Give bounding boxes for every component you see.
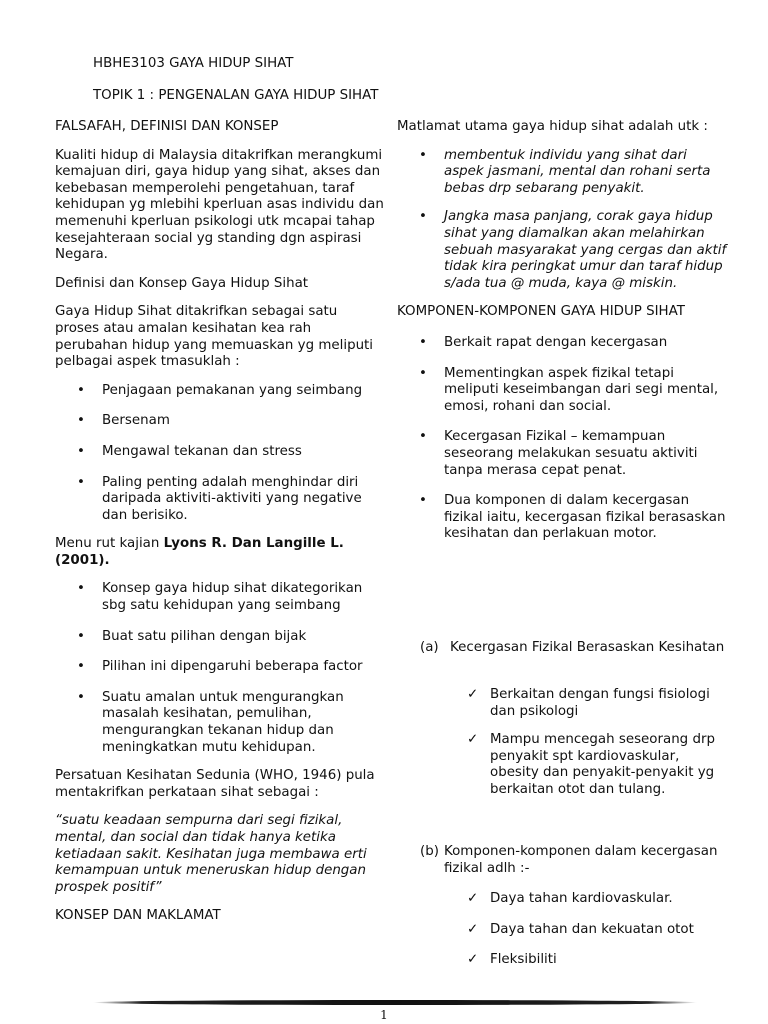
list-item: ✓ Fleksibiliti (467, 952, 557, 968)
checkmark-icon: ✓ (467, 732, 479, 748)
bullet-icon: • (77, 443, 85, 459)
section-heading-konsep: KONSEP DAN MAKLAMAT (55, 908, 221, 924)
bullet-icon: • (77, 413, 85, 429)
list-item: • Buat satu pilihan dengan bijak (77, 628, 307, 644)
left-column (55, 119, 385, 925)
bullet-icon: • (77, 474, 85, 490)
list-item: • Penjagaan pemakanan yang seimbang (77, 382, 363, 398)
topic-title: TOPIK 1 : PENGENALAN GAYA HIDUP SIHAT (93, 88, 379, 103)
list-item: • Jangka masa panjang, corak gaya hidup sihat yang diamalkan akan melahirkan sebuah masyarakat yang cergas dan aktif tidak kira peringkat umur dan taraf hidup s/ada tua @ muda, kaya @ miskin. (419, 209, 727, 291)
section-heading-falsafah: FALSAFAH, DEFINISI DAN KONSEP (55, 119, 279, 134)
page-number: 1 (380, 1008, 388, 1022)
list-item: • Bersenam (77, 413, 170, 429)
list-item: • Berkait rapat dengan kecergasan (419, 334, 668, 350)
subsection-a-list (420, 687, 730, 799)
course-title: HBHE3103 GAYA HIDUP SIHAT (93, 56, 294, 71)
who-quote: “suatu keadaan sempurna dari segi fizikal, mental, dan social dan tidak hanya ketika ketiadaan sakit. Kesihatan juga membawa erti kemampuan untuk meneruskan hidup dengan prospek positif” (55, 813, 367, 895)
list-item: • Suatu amalan untuk mengurangkan masalah kesihatan, pemulihan, mengurangkan tekanan hidup dan meningkatkan mutu kehidupan. (77, 689, 344, 755)
bullet-icon: • (419, 209, 427, 225)
list-item: ✓ Berkaitan dengan fungsi fisiologi dan psikologi (467, 687, 710, 719)
bullet-icon: • (77, 689, 85, 705)
components-list (397, 335, 727, 543)
bullet-icon: • (77, 382, 85, 398)
list-item: • Dua komponen di dalam kecergasan fizikal iaitu, kecergasan fizikal berasaskan kesihatan dan perlakuan motor. (419, 493, 726, 542)
definition-paragraph: Gaya Hidup Sihat ditakrifkan sebagai satu proses atau amalan kesihatan kea rah perubahan hidup yang memuaskan yg meliputi pelbagai aspek tmasuklah : (55, 304, 374, 370)
section-heading-komponen: KOMPONEN-KOMPONEN GAYA HIDUP SIHAT (397, 304, 685, 320)
bullet-icon: • (419, 365, 427, 381)
subsection-a-title: (a) Kecergasan Fizikal Berasaskan Kesihatan (420, 640, 725, 655)
checkmark-icon: ✓ (467, 891, 479, 906)
list-item: • Mementingkan aspek fizikal tetapi meliputi keseimbangan dari segi mental, emosi, rohani dan social. (419, 365, 719, 414)
subsection-b-list (420, 891, 730, 969)
bullet-icon: • (77, 659, 85, 675)
citation-line: Menu rut kajian Lyons R. Dan Langille L. (2001). (55, 536, 344, 568)
goals-list (397, 148, 727, 293)
list-item: • Konsep gaya hidup sihat dikategorikan sbg satu kehidupan yang seimbang (77, 581, 363, 614)
lifestyle-aspects-list (55, 383, 385, 525)
list-item: • Mengawal tekanan dan stress (77, 443, 302, 459)
right-column (397, 119, 727, 543)
list-item: • Paling penting adalah menghindar diri daripada aktiviti-aktiviti yang negative dan berisiko. (77, 474, 362, 523)
checkmark-icon: ✓ (467, 952, 479, 968)
footer-divider (93, 1000, 697, 1005)
list-item: ✓ Daya tahan dan kekuatan otot (467, 921, 694, 937)
section-heading-definisi: Definisi dan Konsep Gaya Hidup Sihat (55, 275, 309, 291)
subsection-a (420, 640, 730, 657)
list-item: • Pilihan ini dipengaruhi beberapa factor (77, 659, 363, 675)
list-item: ✓ Mampu mencegah seseorang drp penyakit spt kardiovaskular, obesity dan penyakit-penyakit yg berkaitan otot dan tulang. (467, 732, 715, 797)
bullet-icon: • (419, 429, 427, 445)
bullet-icon: • (77, 581, 85, 597)
subsection-b (420, 844, 730, 877)
list-item: ✓ Daya tahan kardiovaskular. (467, 891, 673, 906)
who-paragraph: Persatuan Kesihatan Sedunia (WHO, 1946) pula mentakrifkan perkataan sihat sebagai : (55, 768, 375, 800)
bullet-icon: • (77, 628, 85, 644)
goals-intro: Matlamat utama gaya hidup sihat adalah utk : (397, 119, 708, 134)
checkmark-icon: ✓ (467, 921, 479, 937)
list-item: • Kecergasan Fizikal – kemampuan seseorang melakukan sesuatu aktiviti tanpa merasa cepat penat. (419, 429, 698, 478)
quality-of-life-paragraph: Kualiti hidup di Malaysia ditakrifkan merangkumi kemajuan diri, gaya hidup yang sihat, akses dan kebebasan memperolehi pengetahuan, taraf kehidupan yg mlebihi kperluan asas individu dan memenuhi kperluan psikologi utk mcapai tahap kesejahteraan social yg standing dgn aspirasi Negara. (55, 147, 384, 263)
bullet-icon: • (419, 493, 427, 509)
concept-list (55, 581, 385, 756)
list-item: • membentuk individu yang sihat dari aspek jasmani, mental dan rohani serta bebas drp sebarang penyakit. (419, 147, 711, 196)
bullet-icon: • (419, 334, 427, 350)
citation-authors: Lyons R. Dan Langille L. (2001). (55, 536, 344, 568)
subsection-b-title: (b) Komponen-komponen dalam kecergasan fizikal adlh :- (420, 844, 718, 876)
bullet-icon: • (419, 147, 427, 163)
checkmark-icon: ✓ (467, 687, 479, 702)
